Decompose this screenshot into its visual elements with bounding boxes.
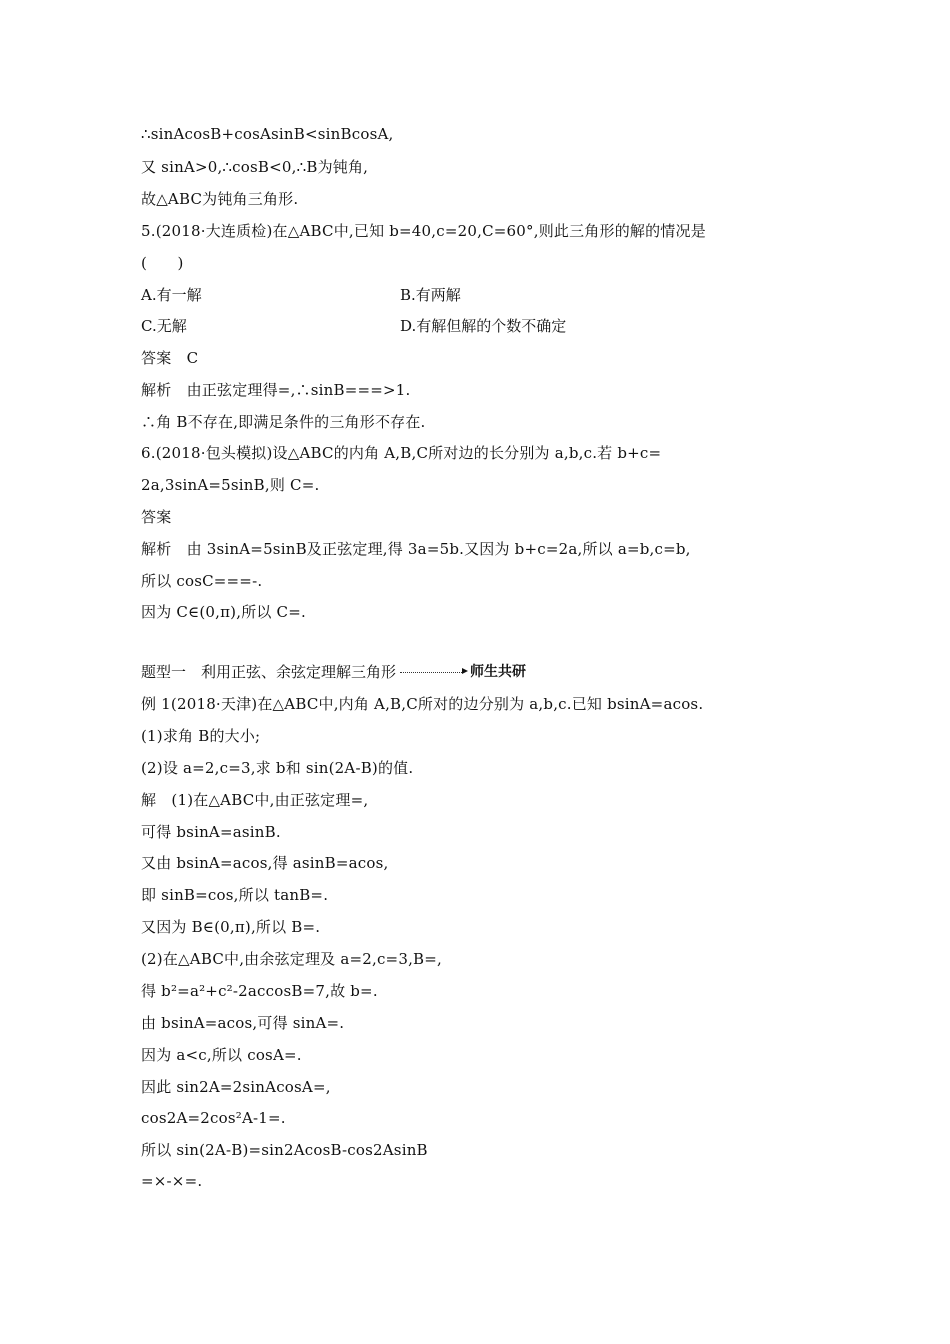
solution-line: cos2A=2cos²A-1=. xyxy=(141,1109,286,1127)
option-c: C.无解 xyxy=(141,317,187,335)
example-1-part: (1)求角 B的大小; xyxy=(141,727,261,745)
solution-line: 由 bsinA=acos,可得 sinA=. xyxy=(141,1014,345,1032)
question-6-stem: 6.(2018·包头模拟)设△ABC的内角 A,B,C所对边的长分别为 a,b,c.若 b+c= xyxy=(141,444,662,462)
section-heading-tag: 师生共研 xyxy=(470,664,527,680)
analysis-5-line: 解析 由正弦定理得=,∴sinB===>1. xyxy=(141,381,411,399)
solution-line: 得 b²=a²+c²-2accosB=7,故 b=. xyxy=(141,982,378,1000)
solution-line: 解 (1)在△ABC中,由正弦定理=, xyxy=(141,791,369,809)
answer-6: 答案 xyxy=(141,508,172,526)
example-1-part: (2)设 a=2,c=3,求 b和 sin(2A-B)的值. xyxy=(141,759,414,777)
question-5-stem: 5.(2018·大连质检)在△ABC中,已知 b=40,c=20,C=60°,则此三角形的解的情况是 xyxy=(141,222,706,240)
solution-line: 因此 sin2A=2sinAcosA=, xyxy=(141,1078,331,1096)
analysis-5-line: ∴角 B不存在,即满足条件的三角形不存在. xyxy=(141,413,426,431)
section-heading-title: 题型一 利用正弦、余弦定理解三角形 xyxy=(141,662,397,681)
option-d: D.有解但解的个数不确定 xyxy=(400,317,567,335)
option-b: B.有两解 xyxy=(400,286,461,304)
example-1-stem: 例 1(2018·天津)在△ABC中,内角 A,B,C所对的边分别为 a,b,c.已知 bsinA=acos. xyxy=(141,695,704,713)
answer-5: 答案 C xyxy=(141,349,199,367)
question-5-paren: ( ) xyxy=(141,254,184,272)
solution-line: 可得 bsinA=asinB. xyxy=(141,823,281,841)
analysis-6-line: 解析 由 3sinA=5sinB及正弦定理,得 3a=5b.又因为 b+c=2a,所以 a=b,c=b, xyxy=(141,540,691,558)
solution-line: 又由 bsinA=acos,得 asinB=acos, xyxy=(141,854,389,872)
text-line: ∴sinAcosB+cosAsinB<sinBcosA, xyxy=(141,125,394,143)
arrow-icon xyxy=(462,668,468,674)
solution-line: 又因为 B∈(0,π),所以 B=. xyxy=(141,918,321,936)
solution-line: 所以 sin(2A-B)=sin2AcosB-cos2AsinB xyxy=(141,1141,428,1159)
text-line: 又 sinA>0,∴cosB<0,∴B为钝角, xyxy=(141,158,369,176)
section-heading xyxy=(141,660,526,682)
solution-line: (2)在△ABC中,由余弦定理及 a=2,c=3,B=, xyxy=(141,950,442,968)
text-line: 故△ABC为钝角三角形. xyxy=(141,190,299,208)
dotted-leader xyxy=(400,672,462,673)
solution-line: =×-×=. xyxy=(141,1172,203,1190)
solution-line: 即 sinB=cos,所以 tanB=. xyxy=(141,886,329,904)
option-a: A.有一解 xyxy=(141,286,202,304)
analysis-6-line: 因为 C∈(0,π),所以 C=. xyxy=(141,603,306,621)
solution-line: 因为 a<c,所以 cosA=. xyxy=(141,1046,302,1064)
analysis-6-line: 所以 cosC===-. xyxy=(141,572,263,590)
question-6-stem: 2a,3sinA=5sinB,则 C=. xyxy=(141,476,320,494)
